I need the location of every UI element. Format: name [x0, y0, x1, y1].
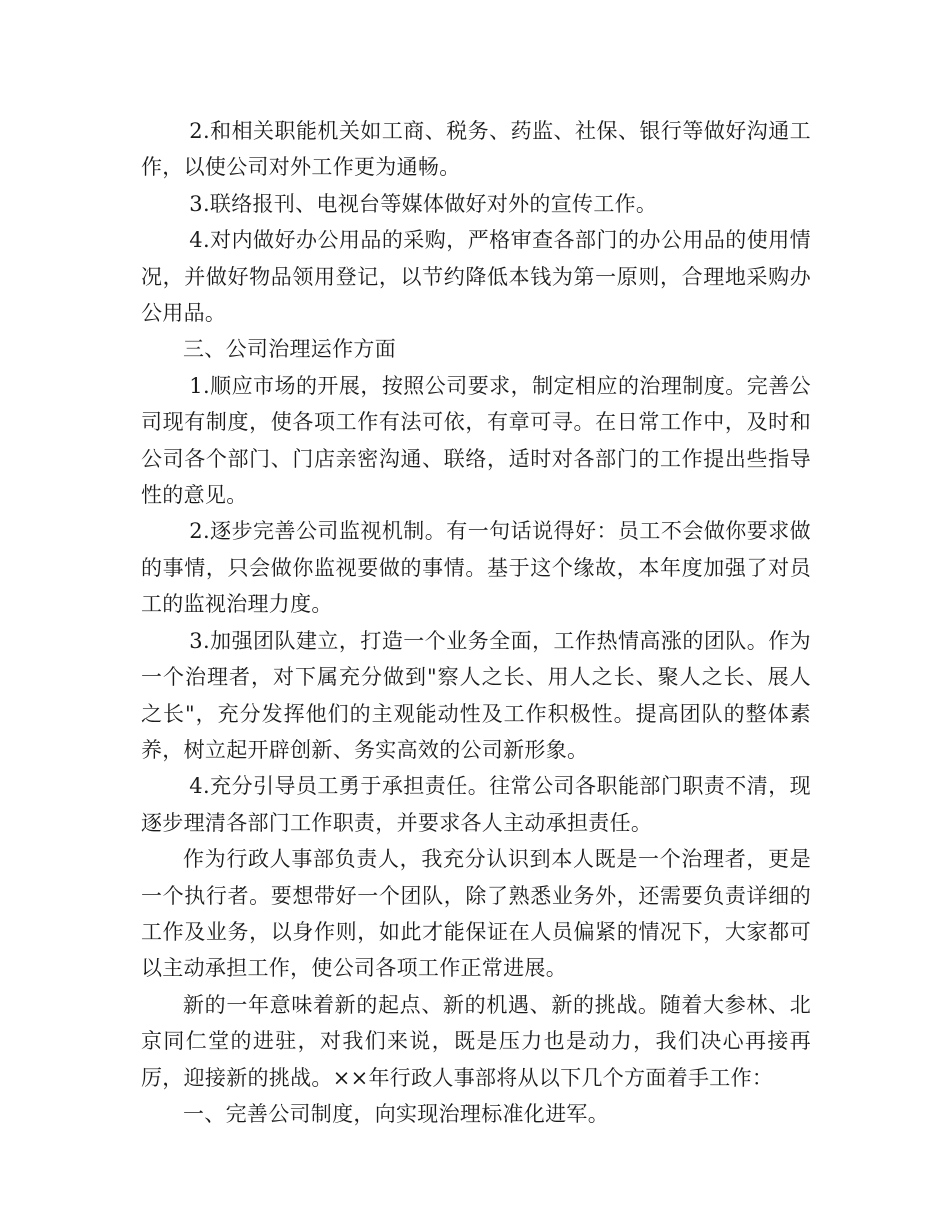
- paragraph-item-4-responsibility: 4.充分引导员工勇于承担责任。往常公司各职能部门职责不清，现逐步理清各部门工作职责，并要求各人主动承担责任。: [141, 774, 811, 835]
- paragraph-new-year-outlook: 新的一年意味着新的起点、新的机遇、新的挑战。随着大参林、北京同仁堂的进驻，对我们来说，既是压力也是动力，我们决心再接再厉，迎接新的挑战。××年行政人事部将从以下几个方面着手工作：: [141, 992, 811, 1090]
- document-body: [141, 113, 811, 1132]
- paragraph-item-1-regulations: 1.顺应市场的开展，按照公司要求，制定相应的治理制度。完善公司现有制度，使各项工作有法可依，有章可寻。在日常工作中，及时和公司各个部门、门店亲密沟通、联络，适时对各部门的工作提出些指导性的意见。: [141, 373, 811, 508]
- paragraph-item-3-media: 3.联络报刊、电视台等媒体做好对外的宣传工作。: [189, 191, 658, 216]
- paragraph-manager-reflection: 作为行政人事部负责人，我充分认识到本人既是一个治理者，更是一个执行者。要想带好一个团队，除了熟悉业务外，还需要负责详细的工作及业务，以身作则，如此才能保证在人员偏紧的情况下，大家都可以主动承担工作，使公司各项工作正常进展。: [141, 847, 811, 981]
- section-heading-3: 三、公司治理运作方面: [183, 337, 396, 362]
- paragraph-item-4-office-supplies: 4.对内做好办公用品的采购，严格审查各部门的办公用品的使用情况，并做好物品领用登记，以节约降低本钱为第一原则，合理地采购办公用品。: [141, 228, 811, 326]
- paragraph-item-2-communication: 2.和相关职能机关如工商、税务、药监、社保、银行等做好沟通工作，以使公司对外工作更为通畅。: [141, 119, 811, 180]
- paragraph-item-3-team-building: 3.加强团队建立，打造一个业务全面，工作热情高涨的团队。作为一个治理者，对下属充分做到"察人之长、用人之长、聚人之长、展人之长"，充分发挥他们的主观能动性及工作积极性。提高团队的整体素养，树立起开辟创新、务实高效的公司新形象。: [141, 628, 811, 762]
- section-heading-1: 一、完善公司制度，向实现治理标准化进军。: [183, 1101, 609, 1126]
- paragraph-item-2-supervision: 2.逐步完善公司监视机制。有一句话说得好：员工不会做你要求做的事情，只会做你监视要做的事情。基于这个缘故，本年度加强了对员工的监视治理力度。: [141, 519, 811, 617]
